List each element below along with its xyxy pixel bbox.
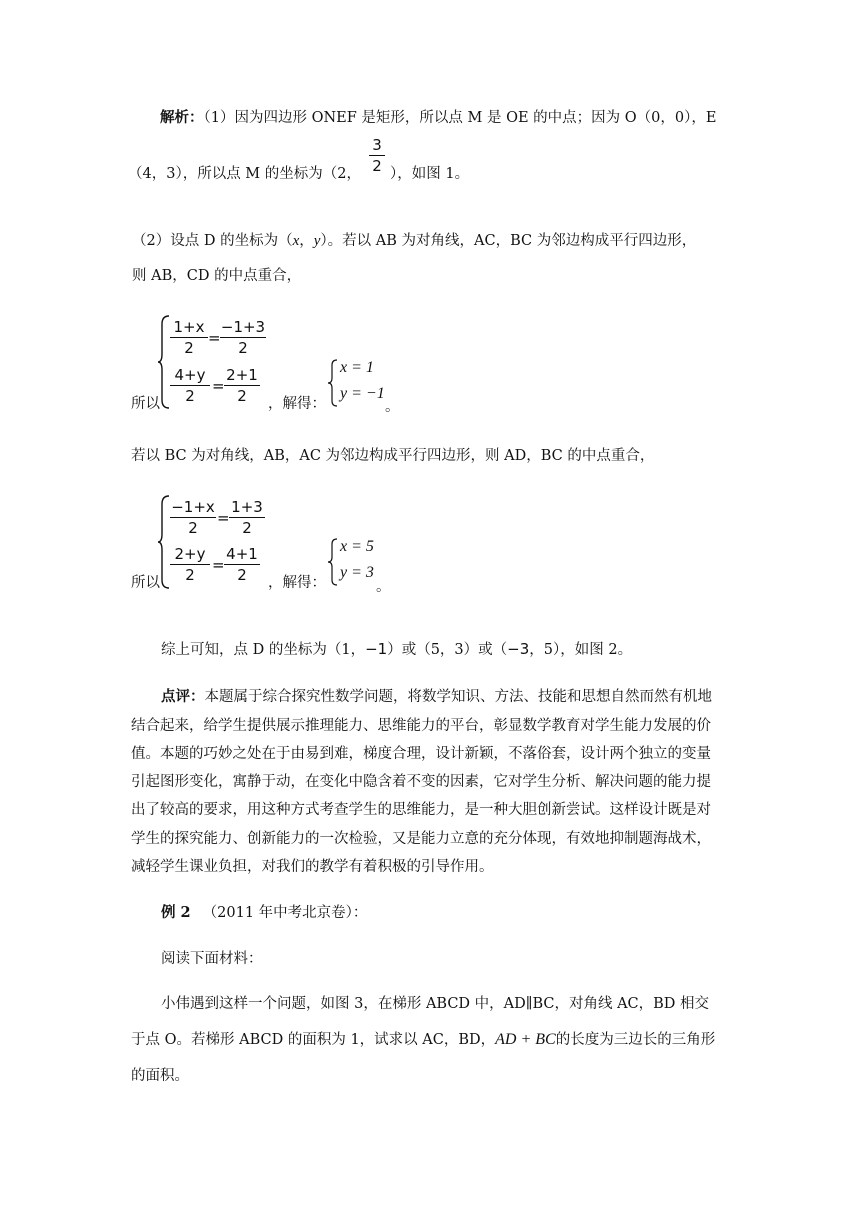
comment-text: 本题属于综合探究性数学问题，将数学知识、方法、技能和思想自然而然有机地 (204, 689, 712, 705)
analysis-p1-text: （1）因为四边形 ONEF 是矩形，所以点 M 是 OE 的中点；因为 O（0，0），E (203, 110, 717, 126)
conclusion-line (161, 639, 632, 660)
frac-num: 2+1 (226, 366, 258, 384)
left-brace-icon (157, 314, 171, 410)
frac-num: 1+3 (231, 498, 263, 516)
left-brace-icon (157, 494, 171, 590)
equals-sign: = (208, 329, 221, 347)
comment-line-7: 减轻学生课业负担，对我们的教学有着积极的引导作用。 (131, 859, 494, 875)
equals-sign: = (217, 509, 230, 527)
p2-comma: ， (299, 233, 314, 249)
comment-label: 点评： (161, 688, 205, 705)
conclusion-text-b: ）或（5，3）或（ (387, 642, 508, 658)
sys2-eq1-left (170, 498, 216, 537)
p2-text-b: ）。若以 AB 为对角线，AC，BC 为邻边构成平行四边形， (320, 233, 697, 249)
comment-line-4: 引起图形变化，寓静于动，在变化中隐含着不变的因素，它对学生分析、解决问题的能力提 (131, 774, 711, 790)
sys2-eq2-right (224, 545, 260, 584)
frac-den: 2 (184, 339, 194, 357)
sys2-eq1-right (229, 498, 265, 537)
frac-bar (224, 564, 260, 565)
fraction-bar (369, 155, 385, 156)
so-label-1: 所以 (131, 396, 160, 412)
example-heading (161, 903, 367, 923)
left-brace-icon (327, 537, 339, 587)
math-ad-plus-bc: AD + BC (495, 1031, 556, 1048)
analysis-label: 解析： (160, 109, 204, 126)
frac-bar (224, 385, 260, 386)
frac-bar (170, 337, 208, 338)
fraction-three-halves (369, 136, 385, 175)
sys2-eq2-left (170, 545, 210, 584)
frac-den: 2 (185, 566, 195, 584)
sys1-eq2-left (170, 366, 210, 405)
frac-bar (229, 517, 265, 518)
comment-line-1 (161, 687, 712, 707)
analysis-paragraph-2-line-2: 则 AB，CD 的中点重合， (132, 268, 302, 284)
p2-text-a: （2）设点 D 的坐标为（ (132, 233, 293, 249)
conclusion-text-a: 综上可知，点 D 的坐标为（1， (161, 642, 366, 658)
period-1: 。 (385, 399, 400, 415)
frac-den: 2 (242, 519, 252, 537)
frac-den: 2 (185, 387, 195, 405)
solution-2-y: y = 3 (340, 564, 374, 581)
solve-label-2: ，解得： (268, 575, 326, 591)
example-problem-line-2 (131, 1030, 715, 1050)
frac-bar (220, 337, 266, 338)
frac-den: 2 (238, 339, 248, 357)
frac-num: −1+x (171, 498, 215, 516)
analysis-paragraph-1-line-1 (160, 108, 716, 128)
analysis-paragraph-1-line-2a: （4，3），所以点 M 的坐标为（2， (128, 166, 361, 182)
frac-num: −1+3 (220, 318, 266, 336)
example-text-a: 于点 O。若梯形 ABCD 的面积为 1，试求以 AC，BD， (131, 1032, 496, 1048)
frac-num: 1+x (173, 318, 205, 336)
frac-bar (170, 385, 210, 386)
fraction-denominator: 2 (372, 157, 382, 175)
frac-bar (170, 564, 210, 565)
example-label: 例 2 (161, 904, 191, 921)
sys1-eq1-right (220, 318, 266, 357)
analysis-paragraph-1-line-2b: ），如图 1。 (390, 166, 470, 182)
frac-den: 2 (188, 519, 198, 537)
solution-2-x: x = 5 (340, 538, 374, 555)
example-problem-line-1: 小伟遇到这样一个问题，如图 3，在梯形 ABCD 中，AD∥BC，对角线 AC，BD 相交 (161, 996, 710, 1012)
comment-line-5: 出了较高的要求，用这种方式考查学生的思维能力，是一种大胆创新尝试。这样设计既是对 (131, 802, 711, 818)
solution-1-x: x = 1 (340, 359, 374, 376)
frac-den: 2 (237, 387, 247, 405)
left-brace-icon (327, 358, 339, 408)
fraction-numerator: 3 (372, 136, 382, 154)
comment-line-2: 结合起来，给学生提供展示推理能力、思维能力的平台，彰显数学教育对学生能力发展的价 (131, 718, 711, 734)
comment-line-3: 值。本题的巧妙之处在于由易到难，梯度合理，设计新颖，不落俗套，设计两个独立的变量 (131, 746, 711, 762)
frac-num: 4+1 (226, 545, 258, 563)
example-text-b: 的长度为三边长的三角形 (555, 1032, 716, 1048)
analysis-paragraph-3: 若以 BC 为对角线，AB，AC 为邻边构成平行四边形，则 AD，BC 的中点重合， (131, 448, 655, 464)
sys1-eq1-left (170, 318, 208, 357)
equals-sign: = (212, 377, 225, 395)
example-read-instruction: 阅读下面材料： (161, 951, 263, 967)
solution-1-y: y = −1 (340, 385, 385, 402)
conclusion-text-c: ，5），如图 2。 (529, 642, 633, 658)
example-problem-line-3: 的面积。 (131, 1068, 189, 1084)
frac-den: 2 (237, 566, 247, 584)
solve-label-1: ，解得： (268, 396, 326, 412)
comment-line-6: 学生的探究能力、创新能力的一次检验，又是能力立意的充分体现，有效地抑制题海战术， (131, 831, 711, 847)
so-label-2: 所以 (131, 575, 160, 591)
var-y: y (313, 233, 321, 249)
analysis-paragraph-2-line-1 (132, 231, 696, 251)
sys1-eq2-right (224, 366, 260, 405)
var-x: x (292, 233, 300, 249)
example-source: （2011 年中考北京卷）： (202, 905, 368, 921)
frac-num: 2+y (174, 545, 206, 563)
equals-sign: = (212, 556, 225, 574)
frac-num: 4+y (174, 366, 206, 384)
neg-one: −1 (365, 640, 388, 658)
frac-bar (170, 517, 216, 518)
neg-three: −3 (507, 640, 530, 658)
period-2: 。 (376, 579, 391, 595)
